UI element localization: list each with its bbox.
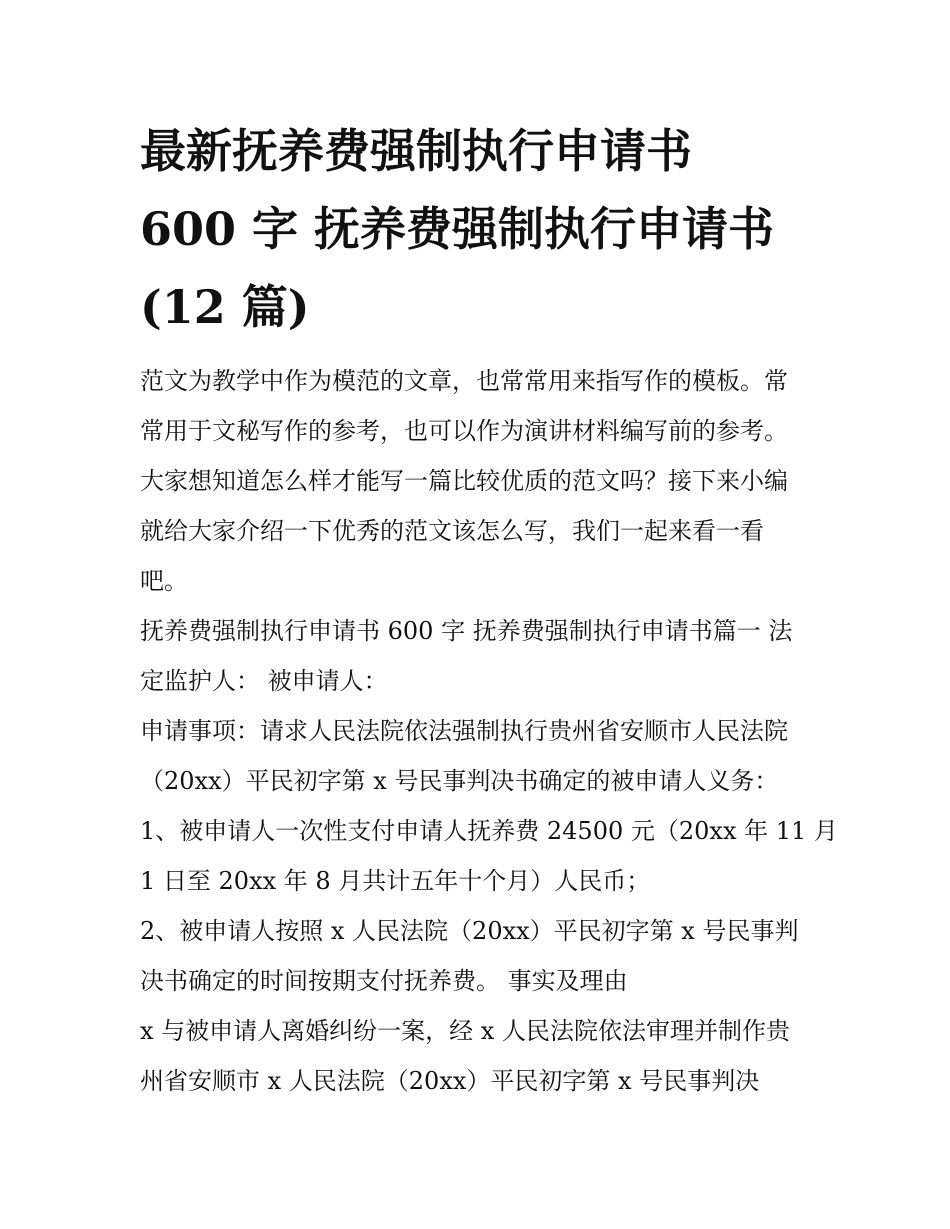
text-line: 1、被申请人一次性支付申请人抚养费 24500 元（20xx 年 11 月	[140, 817, 838, 845]
intro-paragraph	[140, 356, 820, 606]
text-line: 州省安顺市 x 人民法院（20xx）平民初字第 x 号民事判决	[140, 1067, 760, 1095]
text-line: 1 日至 20xx 年 8 月共计五年十个月）人民币；	[140, 867, 651, 895]
text-line: 吧。	[140, 567, 188, 595]
document-body	[140, 356, 838, 1106]
title-line: 600 字 抚养费强制执行申请书	[140, 202, 775, 256]
text-line: 范文为教学中作为模范的文章，也常常用来指写作的模板。常	[140, 367, 788, 395]
text-line: 2、被申请人按照 x 人民法院（20xx）平民初字第 x 号民事判	[140, 917, 799, 945]
text-line: 定监护人： 被申请人：	[140, 667, 388, 695]
section-heading-paragraph	[140, 606, 820, 706]
item-two-paragraph	[140, 906, 820, 1006]
text-line: x 与被申请人离婚纠纷一案，经 x 人民法院依法审理并制作贵	[140, 1017, 790, 1045]
text-line: 大家想知道怎么样才能写一篇比较优质的范文吗？接下来小编	[140, 467, 788, 495]
facts-paragraph	[140, 1006, 820, 1106]
text-line: 决书确定的时间按期支付抚养费。 事实及理由	[140, 967, 628, 995]
text-line: 申请事项：请求人民法院依法强制执行贵州省安顺市人民法院	[140, 717, 788, 745]
application-items-paragraph	[140, 706, 820, 806]
item-one-paragraph	[140, 806, 838, 906]
text-line: （20xx）平民初字第 x 号民事判决书确定的被申请人义务：	[140, 767, 779, 795]
title-line: (12 篇)	[140, 280, 310, 334]
text-line: 常用于文秘写作的参考，也可以作为演讲材料编写前的参考。	[140, 417, 788, 445]
document-title	[140, 112, 820, 346]
text-line: 就给大家介绍一下优秀的范文该怎么写，我们一起来看一看	[140, 517, 764, 545]
text-line: 抚养费强制执行申请书 600 字 抚养费强制执行申请书篇一 法	[140, 617, 793, 645]
title-line: 最新抚养费强制执行申请书	[140, 124, 692, 178]
